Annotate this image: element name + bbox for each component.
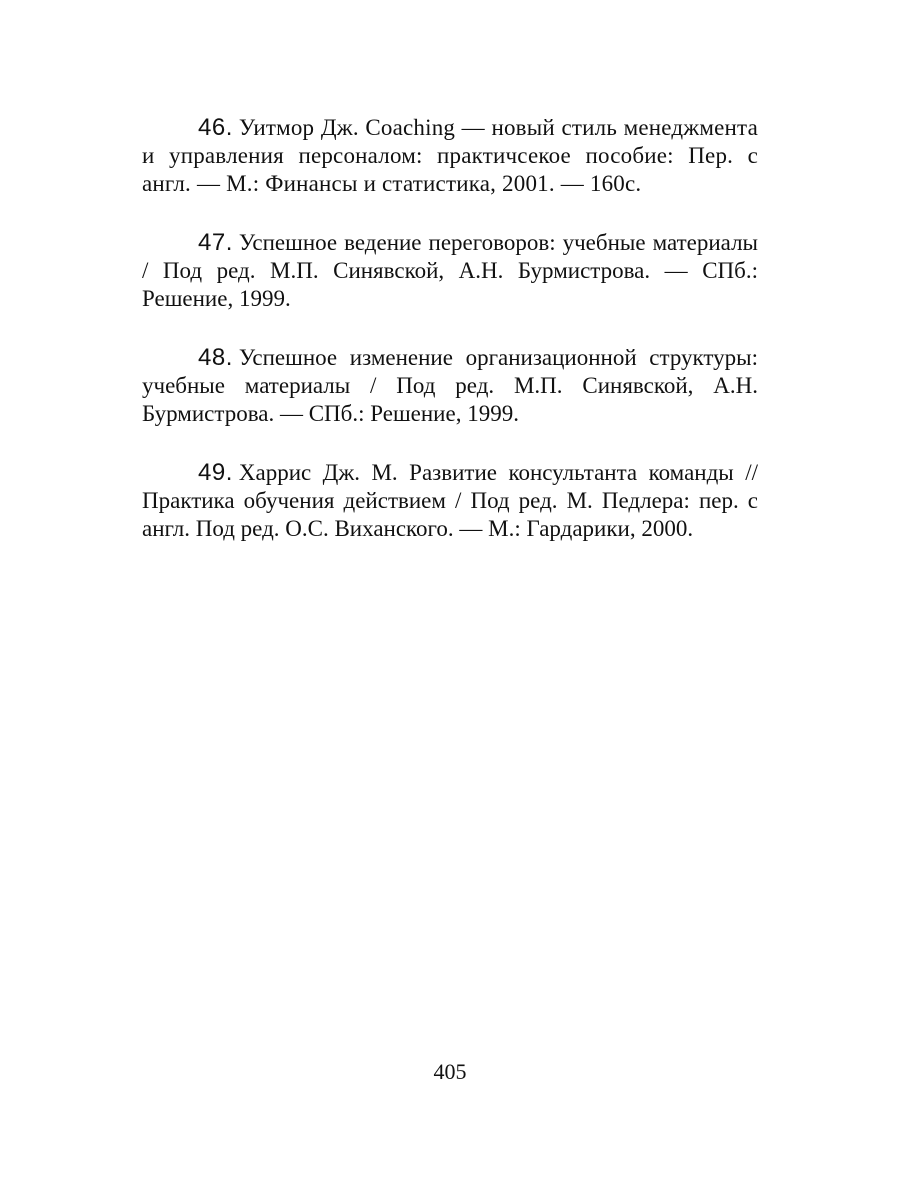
reference-text: Уитмор Дж. Coaching — новый стиль менеджмента и управления персоналом: практичсекое пособие: Пер. с англ. — М.: Финансы и статистика, 2001. — 160с.	[142, 115, 758, 196]
reference-entry-47	[142, 229, 758, 313]
reference-entry-49	[142, 459, 758, 543]
reference-text: Харрис Дж. М. Развитие консультанта команды // Практика обучения действием / Под ред. М. Педлера: пер. с англ. Под ред. О.С. Виханского. — М.: Гардарики, 2000.	[142, 460, 758, 541]
page-number: 405	[433, 1059, 467, 1084]
reference-text: Успешное ведение переговоров: учебные материалы / Под ред. М.П. Синявской, А.Н. Бурмистрова. — СПб.: Решение, 1999.	[142, 230, 758, 311]
reference-number: 49.	[198, 459, 233, 486]
reference-entry-48	[142, 344, 758, 428]
reference-list	[142, 114, 758, 574]
reference-number: 47.	[198, 229, 233, 256]
reference-text: Успешное изменение организационной структуры: учебные материалы / Под ред. М.П. Синявской, А.Н. Бурмистрова. — СПб.: Решение, 1999.	[142, 345, 758, 426]
reference-entry-46	[142, 114, 758, 198]
reference-number: 46.	[198, 114, 233, 141]
reference-number: 48.	[198, 344, 233, 371]
